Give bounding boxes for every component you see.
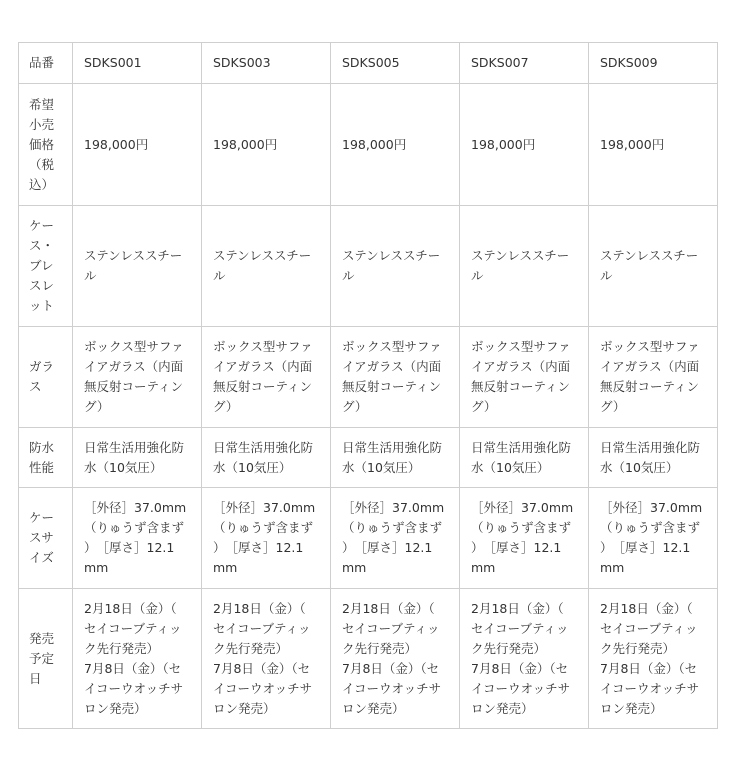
model-number-cell: SDKS003 [202,43,331,84]
water-resistance-cell: 日常生活用強化防 水（10気圧） [589,428,718,488]
water-resistance-cell: 日常生活用強化防 水（10気圧） [202,428,331,488]
case-size-cell: ［外径］37.0mm （りゅうず含まず ） ［厚さ］12.1 mm [331,488,460,589]
case-bracelet-cell: ステンレススチー ル [73,206,202,327]
case-size-cell: ［外径］37.0mm （りゅうず含まず ） ［厚さ］12.1 mm [589,488,718,589]
case-size-cell: ［外径］37.0mm （りゅうず含まず ） ［厚さ］12.1 mm [202,488,331,589]
model-number-cell: SDKS001 [73,43,202,84]
case-bracelet-cell: ステンレススチー ル [460,206,589,327]
table-row-glass [19,327,718,428]
model-number-cell: SDKS009 [589,43,718,84]
table-row-model-number [19,43,718,84]
release-date-cell: 2月18日（金）（ セイコーブティッ ク先行発売） 7月8日（金）（セ イコーウオッチサ ロン発売） [331,589,460,729]
table-row-case-bracelet [19,206,718,327]
model-number-cell: SDKS005 [331,43,460,84]
price-cell: 198,000円 [202,84,331,206]
water-resistance-cell: 日常生活用強化防 水（10気圧） [331,428,460,488]
case-bracelet-cell: ステンレススチー ル [331,206,460,327]
glass-cell: ボックス型サファ イアガラス（内面 無反射コーティン グ） [202,327,331,428]
row-label-release-date: 発売 予定 日 [19,589,73,729]
row-label-model-number: 品番 [19,43,73,84]
release-date-cell: 2月18日（金）（ セイコーブティッ ク先行発売） 7月8日（金）（セ イコーウオッチサ ロン発売） [589,589,718,729]
price-cell: 198,000円 [460,84,589,206]
release-date-cell: 2月18日（金）（ セイコーブティッ ク先行発売） 7月8日（金）（セ イコーウオッチサ ロン発売） [73,589,202,729]
glass-cell: ボックス型サファ イアガラス（内面 無反射コーティン グ） [73,327,202,428]
row-label-price: 希望 小売 価格 （税 込） [19,84,73,206]
glass-cell: ボックス型サファ イアガラス（内面 無反射コーティン グ） [331,327,460,428]
row-label-case-size: ケー スサ イズ [19,488,73,589]
price-cell: 198,000円 [73,84,202,206]
row-label-case-bracelet: ケー ス・ ブレ スレ ット [19,206,73,327]
price-cell: 198,000円 [589,84,718,206]
glass-cell: ボックス型サファ イアガラス（内面 無反射コーティン グ） [589,327,718,428]
spec-table [18,42,718,729]
case-size-cell: ［外径］37.0mm （りゅうず含まず ） ［厚さ］12.1 mm [460,488,589,589]
release-date-cell: 2月18日（金）（ セイコーブティッ ク先行発売） 7月8日（金）（セ イコーウオッチサ ロン発売） [202,589,331,729]
table-row-case-size [19,488,718,589]
release-date-cell: 2月18日（金）（ セイコーブティッ ク先行発売） 7月8日（金）（セ イコーウオッチサ ロン発売） [460,589,589,729]
table-row-price [19,84,718,206]
table-row-water-resistance [19,428,718,488]
case-bracelet-cell: ステンレススチー ル [589,206,718,327]
water-resistance-cell: 日常生活用強化防 水（10気圧） [73,428,202,488]
water-resistance-cell: 日常生活用強化防 水（10気圧） [460,428,589,488]
row-label-glass: ガラ ス [19,327,73,428]
case-bracelet-cell: ステンレススチー ル [202,206,331,327]
row-label-water-resistance: 防水 性能 [19,428,73,488]
table-row-release-date [19,589,718,729]
case-size-cell: ［外径］37.0mm （りゅうず含まず ） ［厚さ］12.1 mm [73,488,202,589]
model-number-cell: SDKS007 [460,43,589,84]
price-cell: 198,000円 [331,84,460,206]
glass-cell: ボックス型サファ イアガラス（内面 無反射コーティン グ） [460,327,589,428]
